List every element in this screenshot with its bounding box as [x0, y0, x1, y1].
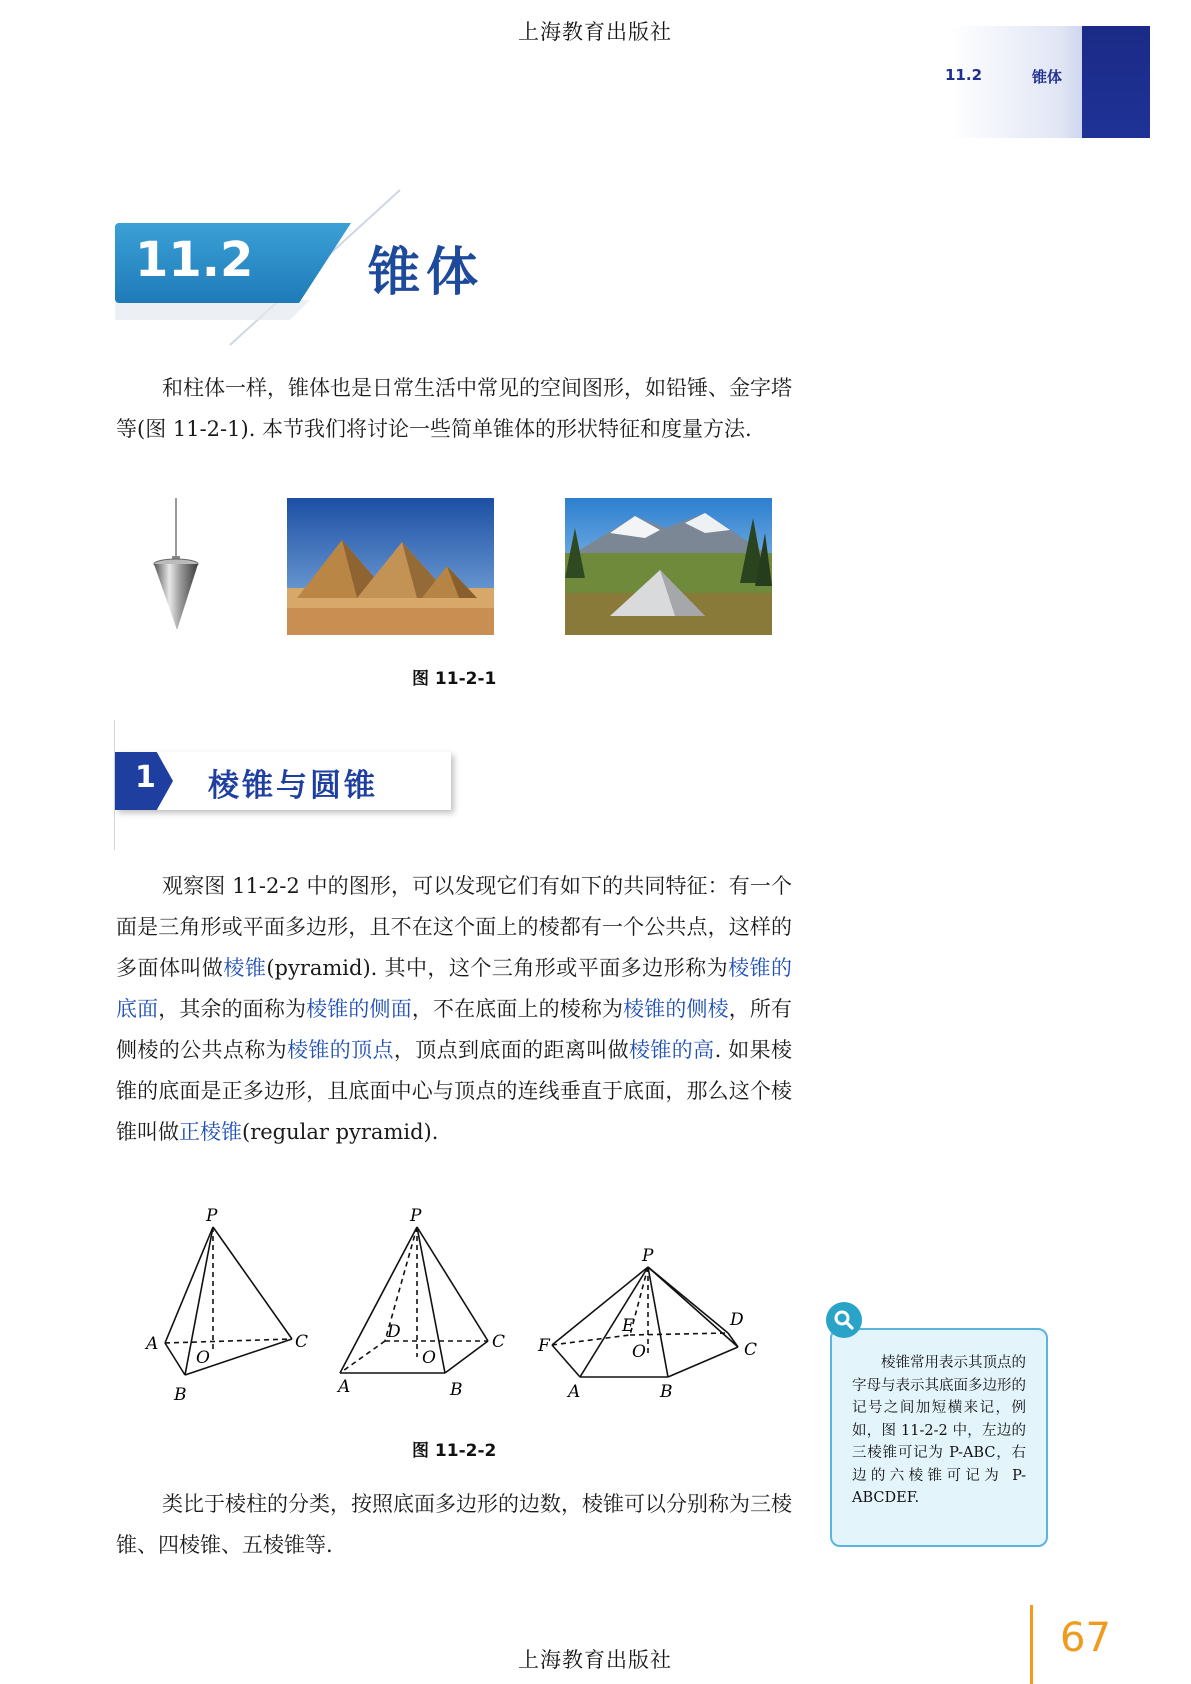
page-number-rule: [1030, 1605, 1033, 1684]
label-left-p: P: [206, 1206, 218, 1226]
label-right-o: O: [632, 1342, 646, 1362]
header-section-name: 锥体: [1032, 68, 1063, 86]
section-title: 锥体: [368, 243, 485, 303]
label-mid-b: B: [450, 1380, 463, 1400]
definition-text: ，其余的面称为: [158, 997, 307, 1021]
header-publisher: 上海教育出版社: [518, 20, 672, 44]
label-mid-a: A: [338, 1377, 351, 1397]
tent-photo: [565, 498, 772, 635]
definition-text: ，所有侧棱的公共点称为: [116, 997, 793, 1062]
term-height: 棱锥的高: [629, 1038, 715, 1062]
term-lateral-face: 棱锥的侧面: [306, 997, 412, 1021]
figure1-caption: 图 11-2-1: [412, 669, 497, 689]
label-right-p: P: [642, 1246, 654, 1266]
section-number: 11.2: [135, 232, 254, 288]
plumb-bob-image: [140, 498, 210, 638]
definition-text: (pyramid). 其中，这个三角形或平面多边形称为: [266, 956, 729, 980]
definition-text: ，不在底面上的棱称为: [411, 997, 624, 1021]
label-right-e: E: [622, 1316, 635, 1336]
label-mid-o: O: [422, 1348, 436, 1368]
definition-paragraph: [116, 866, 792, 1153]
side-note-text: 棱锥常用表示其顶点的字母与表示其底面多边形的记号之间加短横来记，例如，图 11-2-2 中，左边的三棱锥可记为 P-ABC，右边的六棱锥可记为 P-ABCDEF.: [852, 1355, 1026, 1506]
label-mid-c: C: [492, 1332, 506, 1352]
pyramid-diagrams: [140, 1205, 780, 1405]
triangular-pyramid: [165, 1227, 292, 1375]
footer-publisher: 上海教育出版社: [518, 1648, 672, 1672]
definition-text: . 如果棱锥的底面是正多边形，且底面中心与顶点的连线垂直于底面，那么这个棱锥叫做: [116, 1038, 793, 1144]
label-left-o: O: [196, 1348, 210, 1368]
magnifier-icon: [832, 1308, 856, 1332]
page-number: 67: [1060, 1615, 1111, 1661]
pyramids-photo: [287, 498, 494, 635]
subsection-number: 1: [135, 760, 156, 795]
term-base: 棱锥的底面: [116, 956, 793, 1021]
term-lateral-edge: 棱锥的侧棱: [623, 997, 729, 1021]
term-regular-pyramid: 正棱锥: [179, 1120, 242, 1144]
definition-text: 观察图 11-2-2 中的图形，可以发现它们有如下的共同特征：有一个面是三角形或平面多边形，且不在这个面上的棱都有一个公共点，这样的多面体叫做: [116, 874, 792, 980]
term-pyramid: 棱锥: [223, 956, 267, 980]
label-right-c: C: [744, 1340, 758, 1360]
label-right-d: D: [730, 1310, 744, 1330]
label-right-f: F: [538, 1336, 550, 1356]
label-mid-d: D: [387, 1322, 401, 1342]
term-apex: 棱锥的顶点: [287, 1038, 394, 1062]
label-left-b: B: [174, 1385, 187, 1405]
header-section-number: 11.2: [945, 66, 983, 84]
label-left-c: C: [295, 1332, 309, 1352]
definition-text: ，顶点到底面的距离叫做: [393, 1038, 630, 1062]
figure2-caption: 图 11-2-2: [412, 1441, 497, 1461]
closing-paragraph: 类比于棱柱的分类，按照底面多边形的边数，棱锥可以分别称为三棱锥、四棱锥、五棱锥等.: [116, 1492, 792, 1557]
intro-paragraph: 和柱体一样，锥体也是日常生活中常见的空间图形，如铅锤、金字塔等(图 11-2-1). 本节我们将讨论一些简单锥体的形状特征和度量方法.: [116, 376, 792, 441]
header-bar: [1082, 26, 1150, 138]
quadrangular-pyramid: [340, 1227, 488, 1373]
label-right-b: B: [660, 1382, 673, 1402]
label-mid-p: P: [410, 1206, 422, 1226]
label-left-a: A: [146, 1334, 159, 1354]
label-right-a: A: [568, 1382, 581, 1402]
definition-text: (regular pyramid).: [242, 1120, 439, 1144]
subsection-title: 棱锥与圆锥: [208, 768, 378, 804]
